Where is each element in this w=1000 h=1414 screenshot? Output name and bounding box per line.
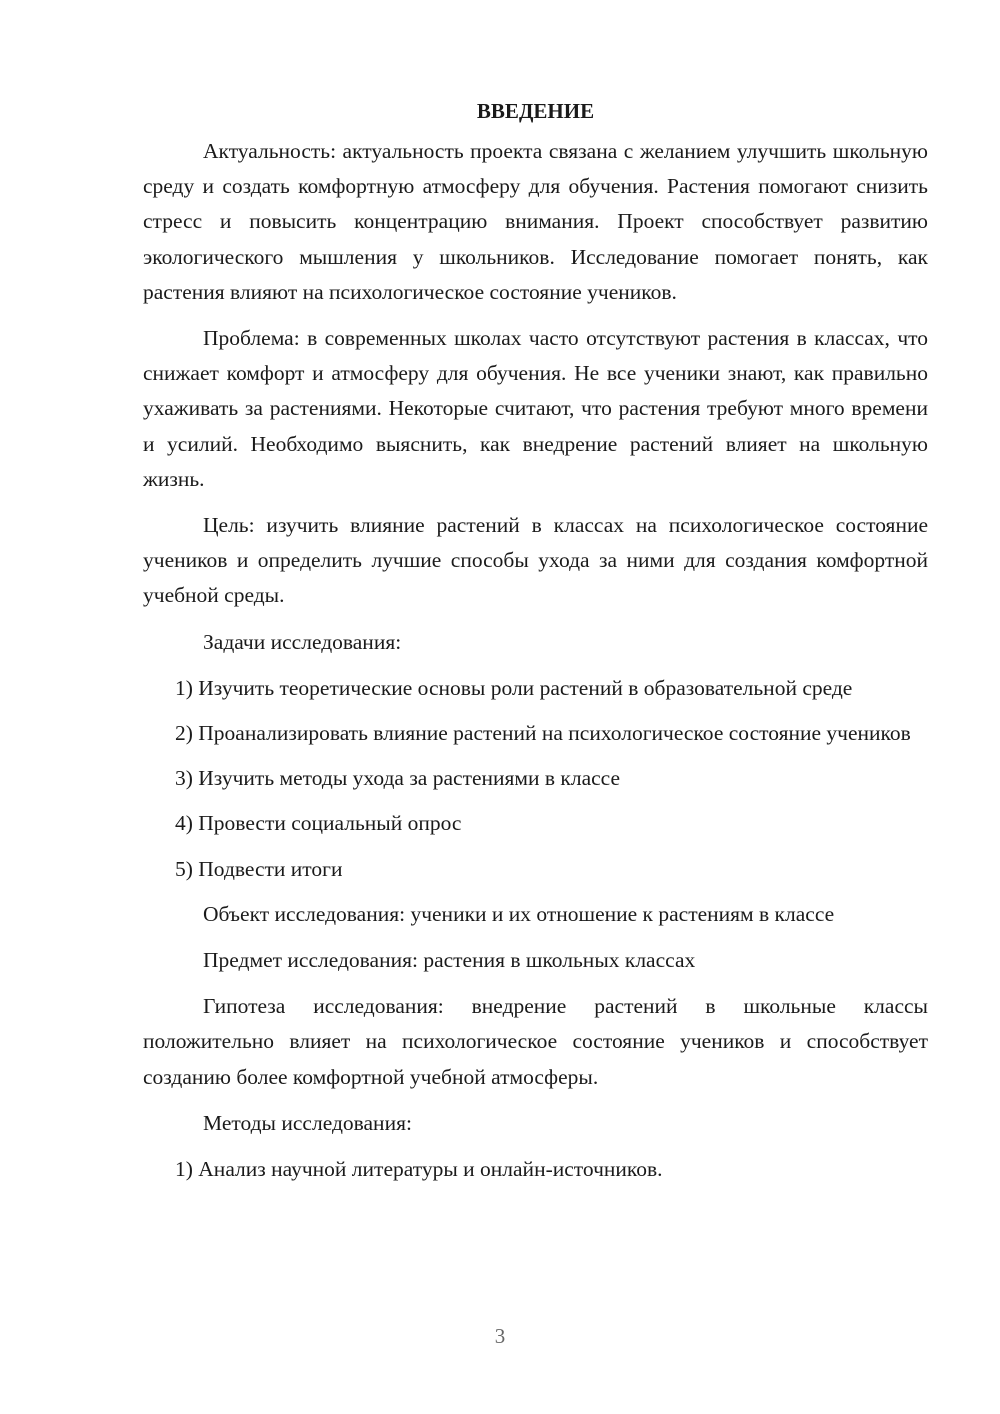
hypothesis-paragraph: Гипотеза исследования: внедрение растений в школьные классы положительно влияет на психологическое состояние учеников и способствует созданию более комфортной учебной атмосферы.: [143, 994, 928, 1089]
method-item: 1) Анализ научной литературы и онлайн-источников.: [175, 1157, 663, 1182]
tasks-heading: Задачи исследования:: [203, 629, 402, 654]
task-item: 1) Изучить теоретические основы роли растений в образовательной среде: [175, 675, 853, 700]
relevance-paragraph: Актуальность: актуальность проекта связана с желанием улучшить школьную среду и создать комфортную атмосферу для обучения. Растения помогают снизить стресс и повысить концентрацию внимания. Проект способствует развитию экологического мышления у школьников. Исследование помогает понять, как растения влияют на психологическое состояние учеников.: [143, 139, 928, 304]
page-number: 3: [494, 1324, 506, 1348]
object-paragraph: Объект исследования: ученики и их отношение к растениям в классе: [203, 901, 835, 926]
task-item: 4) Провести социальный опрос: [175, 811, 462, 836]
subject-paragraph: Предмет исследования: растения в школьных классах: [203, 948, 696, 973]
problem-paragraph: Проблема: в современных школах часто отсутствуют растения в классах, что снижает комфорт и атмосферу для обучения. Не все ученики знают, как правильно ухаживать за растениями. Некоторые считают, что растения требуют много времени и усилий. Необходимо выяснить, как внедрение растений влияет на школьную жизнь.: [143, 326, 928, 491]
task-item: 5) Подвести итоги: [175, 856, 343, 881]
task-item: 3) Изучить методы ухода за растениями в классе: [175, 766, 621, 791]
task-item: 2) Проанализировать влияние растений на психологическое состояние учеников: [175, 721, 911, 746]
section-title: ВВЕДЕНИЕ: [476, 99, 595, 123]
methods-heading: Методы исследования:: [203, 1110, 412, 1135]
goal-paragraph: Цель: изучить влияние растений в классах на психологическое состояние учеников и определить лучшие способы ухода за ними для создания комфортной учебной среды.: [143, 513, 928, 608]
